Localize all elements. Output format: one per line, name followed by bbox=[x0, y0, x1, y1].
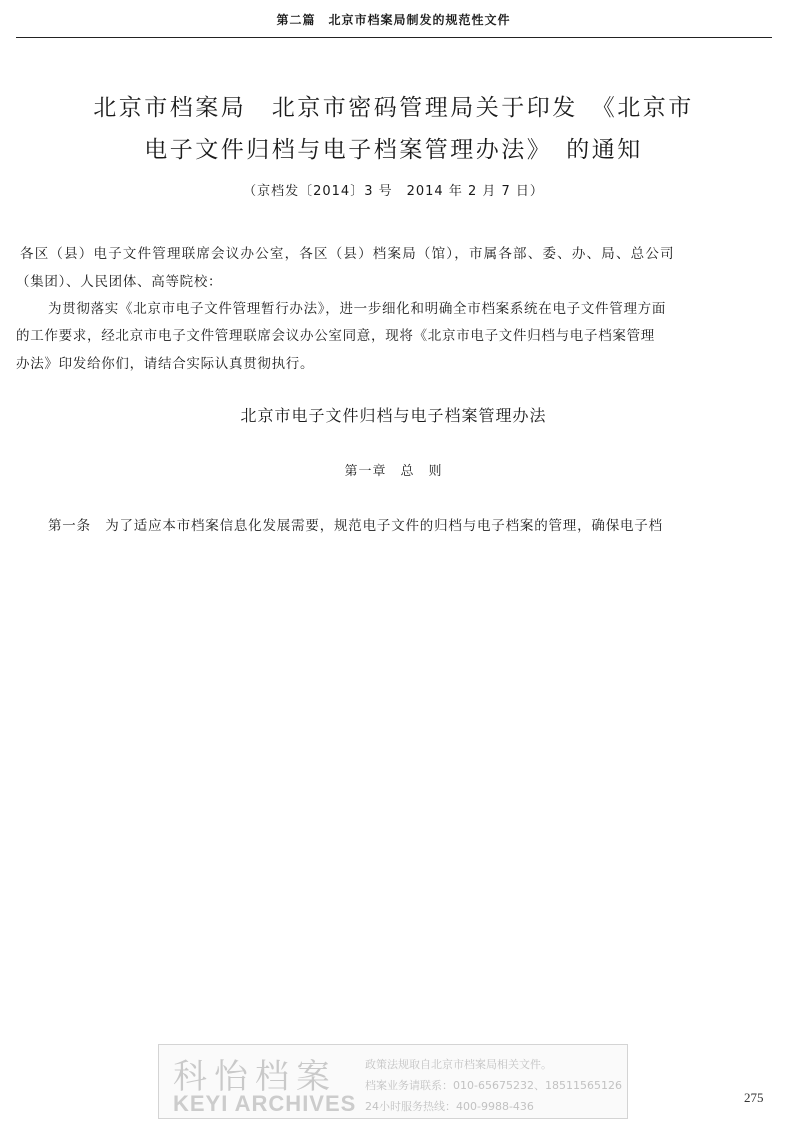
watermark-contact: 档案业务请联系：010-65675232、18511565126 bbox=[365, 1079, 622, 1092]
watermark-hotline: 24小时服务热线：400-9988-436 bbox=[365, 1100, 534, 1113]
document-title-line-1: 北京市档案局 北京市密码管理局关于印发 《北京市 bbox=[93, 95, 694, 121]
addressee-line-2: （集团）、人民团体、高等院校： bbox=[16, 274, 223, 290]
body-paragraph-line-3: 办法》印发给你们，请结合实际认真贯彻执行。 bbox=[16, 356, 315, 372]
header-rule bbox=[16, 37, 772, 38]
chapter-heading: 第一章 总 则 bbox=[344, 464, 443, 479]
addressee-line-1: 各区（县）电子文件管理联席会议办公室，各区（县）档案局（馆），市属各部、委、办、局、总公司 bbox=[20, 246, 675, 262]
body-paragraph-line-2: 的工作要求，经北京市电子文件管理联席会议办公室同意，现将《北京市电子文件归档与电子档案管理 bbox=[16, 328, 655, 344]
watermark-logo-en: KEYI ARCHIVES bbox=[173, 1091, 357, 1116]
body-paragraph-line-1: 为贯彻落实《北京市电子文件管理暂行办法》，进一步细化和明确全市档案系统在电子文件管理方面 bbox=[48, 301, 667, 317]
watermark-logo-cn: 科怡档案 bbox=[173, 1057, 337, 1097]
regulation-title: 北京市电子文件归档与电子档案管理办法 bbox=[240, 406, 547, 425]
page-number: 275 bbox=[744, 1090, 764, 1105]
watermark-note: 政策法规取自北京市档案局相关文件。 bbox=[365, 1058, 552, 1071]
running-header: 第二篇 北京市档案局制发的规范性文件 bbox=[276, 13, 511, 27]
watermark-stamp bbox=[158, 1044, 628, 1119]
document-number: （京档发〔2014〕3 号 2014 年 2 月 7 日） bbox=[243, 184, 544, 199]
document-title-line-2: 电子文件归档与电子档案管理办法》 的通知 bbox=[144, 137, 643, 163]
article-1-text: 第一条 为了适应本市档案信息化发展需要，规范电子文件的归档与电子档案的管理，确保电子档 bbox=[48, 518, 663, 534]
